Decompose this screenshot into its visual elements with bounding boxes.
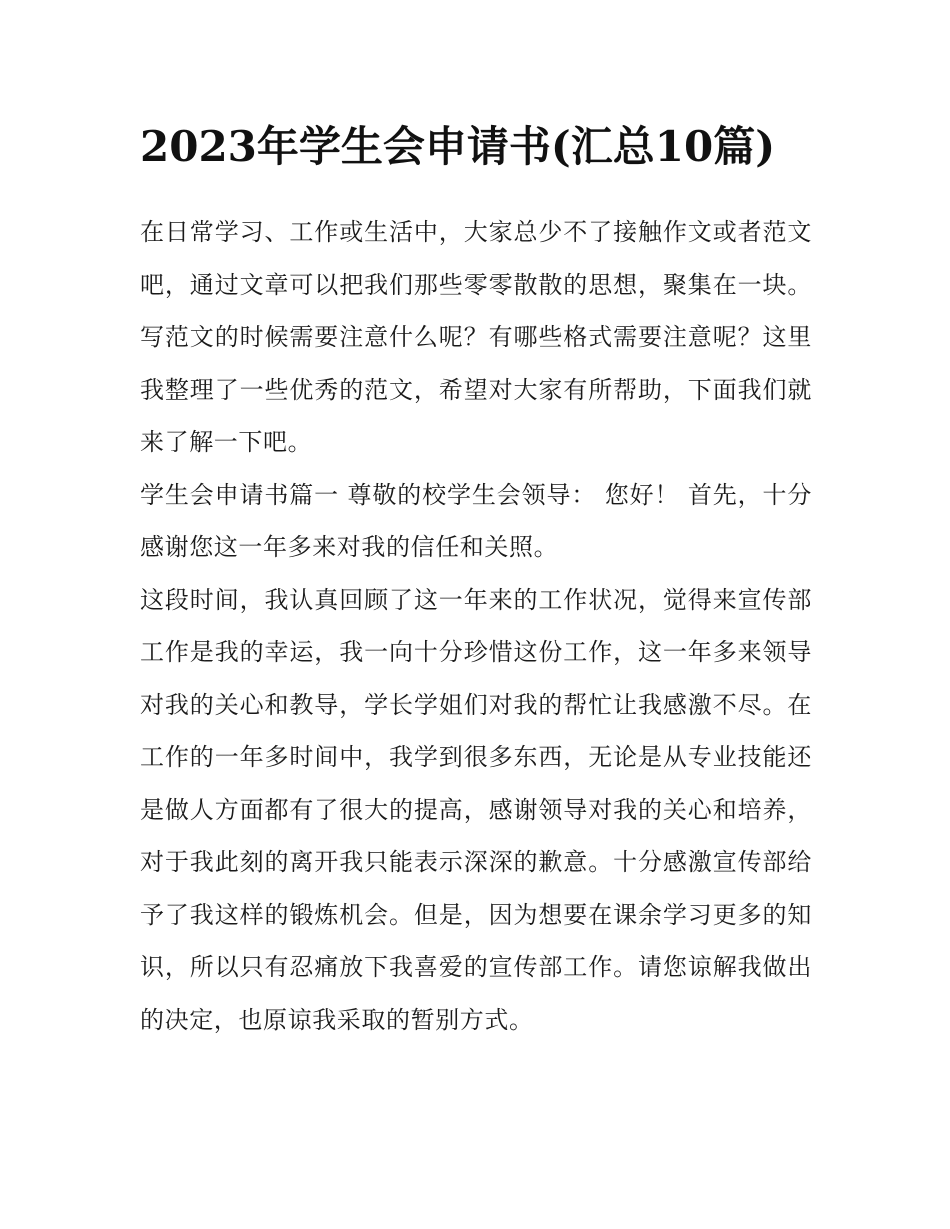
document-body [140,108,812,1046]
letter-body-paragraph: 这段时间，我认真回顾了这一年来的工作状况，觉得来宣传部工作是我的幸运，我一向十分珍惜这份工作，这一年多来领导对我的关心和教导，学长学姐们对我的帮忙让我感激不尽。在工作的一年多时间中，我学到很多东西，无论是从专业技能还是做人方面都有了很大的提高，感谢领导对我的关心和培养，对于我此刻的离开我只能表示深深的歉意。十分感激宣传部给予了我这样的锻炼机会。但是，因为想要在课余学习更多的知识，所以只有忍痛放下我喜爱的宣传部工作。请您谅解我做出的决定，也原谅我采取的暂别方式。 [140,585,812,1034]
intro-paragraph: 在日常学习、工作或生活中，大家总少不了接触作文或者范文吧，通过文章可以把我们那些零零散散的思想，聚集在一块。写范文的时候需要注意什么呢？有哪些格式需要注意呢？这里我整理了一些优秀的范文，希望对大家有所帮助，下面我们就来了解一下吧。 [140,218,812,456]
document-title: 2023年学生会申请书(汇总10篇) [140,122,776,171]
letter-opening-paragraph: 学生会申请书篇一 尊敬的校学生会领导： 您好！ 首先，十分感谢您这一年多来对我的信任和关照。 [140,480,812,561]
